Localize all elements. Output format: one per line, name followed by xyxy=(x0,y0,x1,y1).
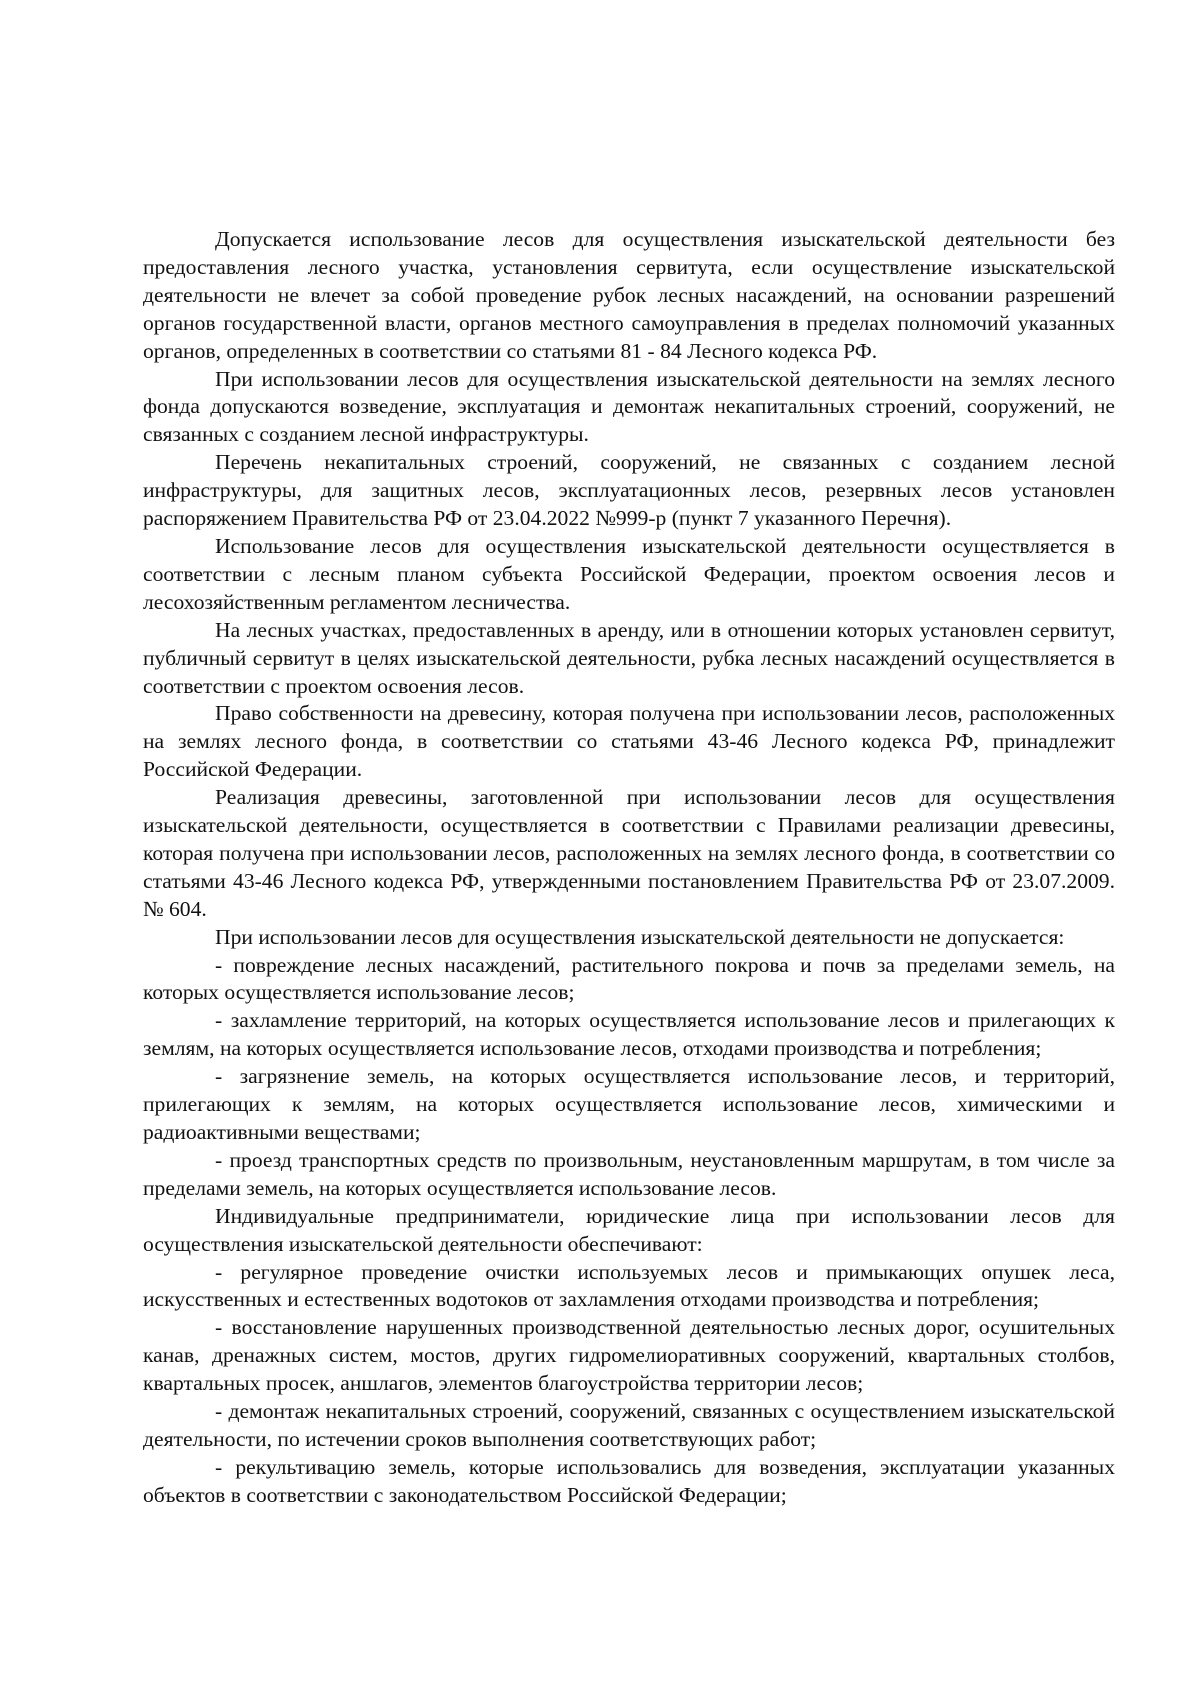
list-item-obligation: - восстановление нарушенных производственной деятельностью лесных дорог, осушительных канав, дренажных систем, мостов, других гидромелиоративных сооружений, квартальных столбов, квартальных просек, аншлагов, элементов благоустройства территории лесов; xyxy=(143,1315,1115,1396)
paragraph-timber-sale: Реализация древесины, заготовленной при использовании лесов для осуществления изыскательской деятельности, осуществляется в соответствии с Правилами реализации древесины, которая получена при использовании лесов, расположенных на землях лесного фонда, в соответствии со статьями 43-46 Лесного кодекса РФ, утвержденными постановлением Правительства РФ от 23.07.2009. № 604. xyxy=(143,785,1115,921)
list-item-obligation: - регулярное проведение очистки используемых лесов и примыкающих опушек леса, искусственных и естественных водотоков от захламления отходами производства и потребления; xyxy=(143,1259,1115,1312)
list-item-obligation: - демонтаж некапитальных строений, сооружений, связанных с осуществлением изыскательской деятельности, по истечении сроков выполнения соответствующих работ; xyxy=(143,1399,1115,1451)
list-item-prohibition: - загрязнение земель, на которых осуществляется использование лесов, и территорий, прилегающих к землям, на которых осуществляется использование лесов, химическими и радиоактивными веществами; xyxy=(143,1064,1115,1144)
paragraph-timber-ownership: Право собственности на древесину, которая получена при использовании лесов, расположенных на землях лесного фонда, в соответствии со статьями 43-46 Лесного кодекса РФ, принадлежит Российской Федерации. xyxy=(143,701,1115,782)
list-item-prohibition: - захламление территорий, на которых осуществляется использование лесов и прилегающих к землям, на которых осуществляется использование лесов, отходами производства и потребления; xyxy=(143,1008,1115,1061)
paragraph-survey-use-without-plot: Допускается использование лесов для осуществления изыскательской деятельности без предоставления лесного участка, установления сервитута, если осуществление изыскательской деятельности не влечет за собой проведение рубок лесных насаждений, на основании разрешений органов государственной власти, органов местного самоуправления в пределах полномочий указанных органов, определенных в соответствии со статьями 81 - 84 Лесного кодекса РФ. xyxy=(143,227,1115,363)
paragraph-leased-plots-felling: На лесных участках, предоставленных в аренду, или в отношении которых установлен сервитут, публичный сервитут в целях изыскательской деятельности, рубка лесных насаждений осуществляется в соответствии с проектом освоения лесов. xyxy=(143,617,1115,698)
paragraph-forest-plan-compliance: Использование лесов для осуществления изыскательской деятельности осуществляется в соответствии с лесным планом субъекта Российской Федерации, проектом освоения лесов и лесохозяйственным регламентом лесничества. xyxy=(143,533,1115,614)
list-item-obligation: - рекультивацию земель, которые использовались для возведения, эксплуатации указанных объектов в соответствии с законодательством Российской Федерации; xyxy=(143,1454,1115,1507)
paragraph-obligations-intro: Индивидуальные предприниматели, юридические лица при использовании лесов для осуществления изыскательской деятельности обеспечивают: xyxy=(143,1203,1115,1256)
paragraph-prohibitions-intro: При использовании лесов для осуществления изыскательской деятельности не допускается: xyxy=(215,924,1065,949)
paragraph-noncapital-structures: При использовании лесов для осуществления изыскательской деятельности на землях лесного фонда допускаются возведение, эксплуатация и демонтаж некапитальных строений, сооружений, не связанных с созданием лесной инфраструктуры. xyxy=(143,366,1115,447)
paragraph-structures-list: Перечень некапитальных строений, сооружений, не связанных с созданием лесной инфраструктуры, для защитных лесов, эксплуатационных лесов, резервных лесов установлен распоряжением Правительства РФ от 23.04.2022 №999-р (пункт 7 указанного Перечня). xyxy=(143,450,1115,531)
list-item-prohibition: - повреждение лесных насаждений, растительного покрова и почв за пределами земель, на которых осуществляется использование лесов; xyxy=(143,952,1115,1005)
document-page xyxy=(143,226,1115,1510)
list-item-prohibition: - проезд транспортных средств по произвольным, неустановленным маршрутам, в том числе за пределами земель, на которых осуществляется использование лесов. xyxy=(143,1147,1115,1200)
